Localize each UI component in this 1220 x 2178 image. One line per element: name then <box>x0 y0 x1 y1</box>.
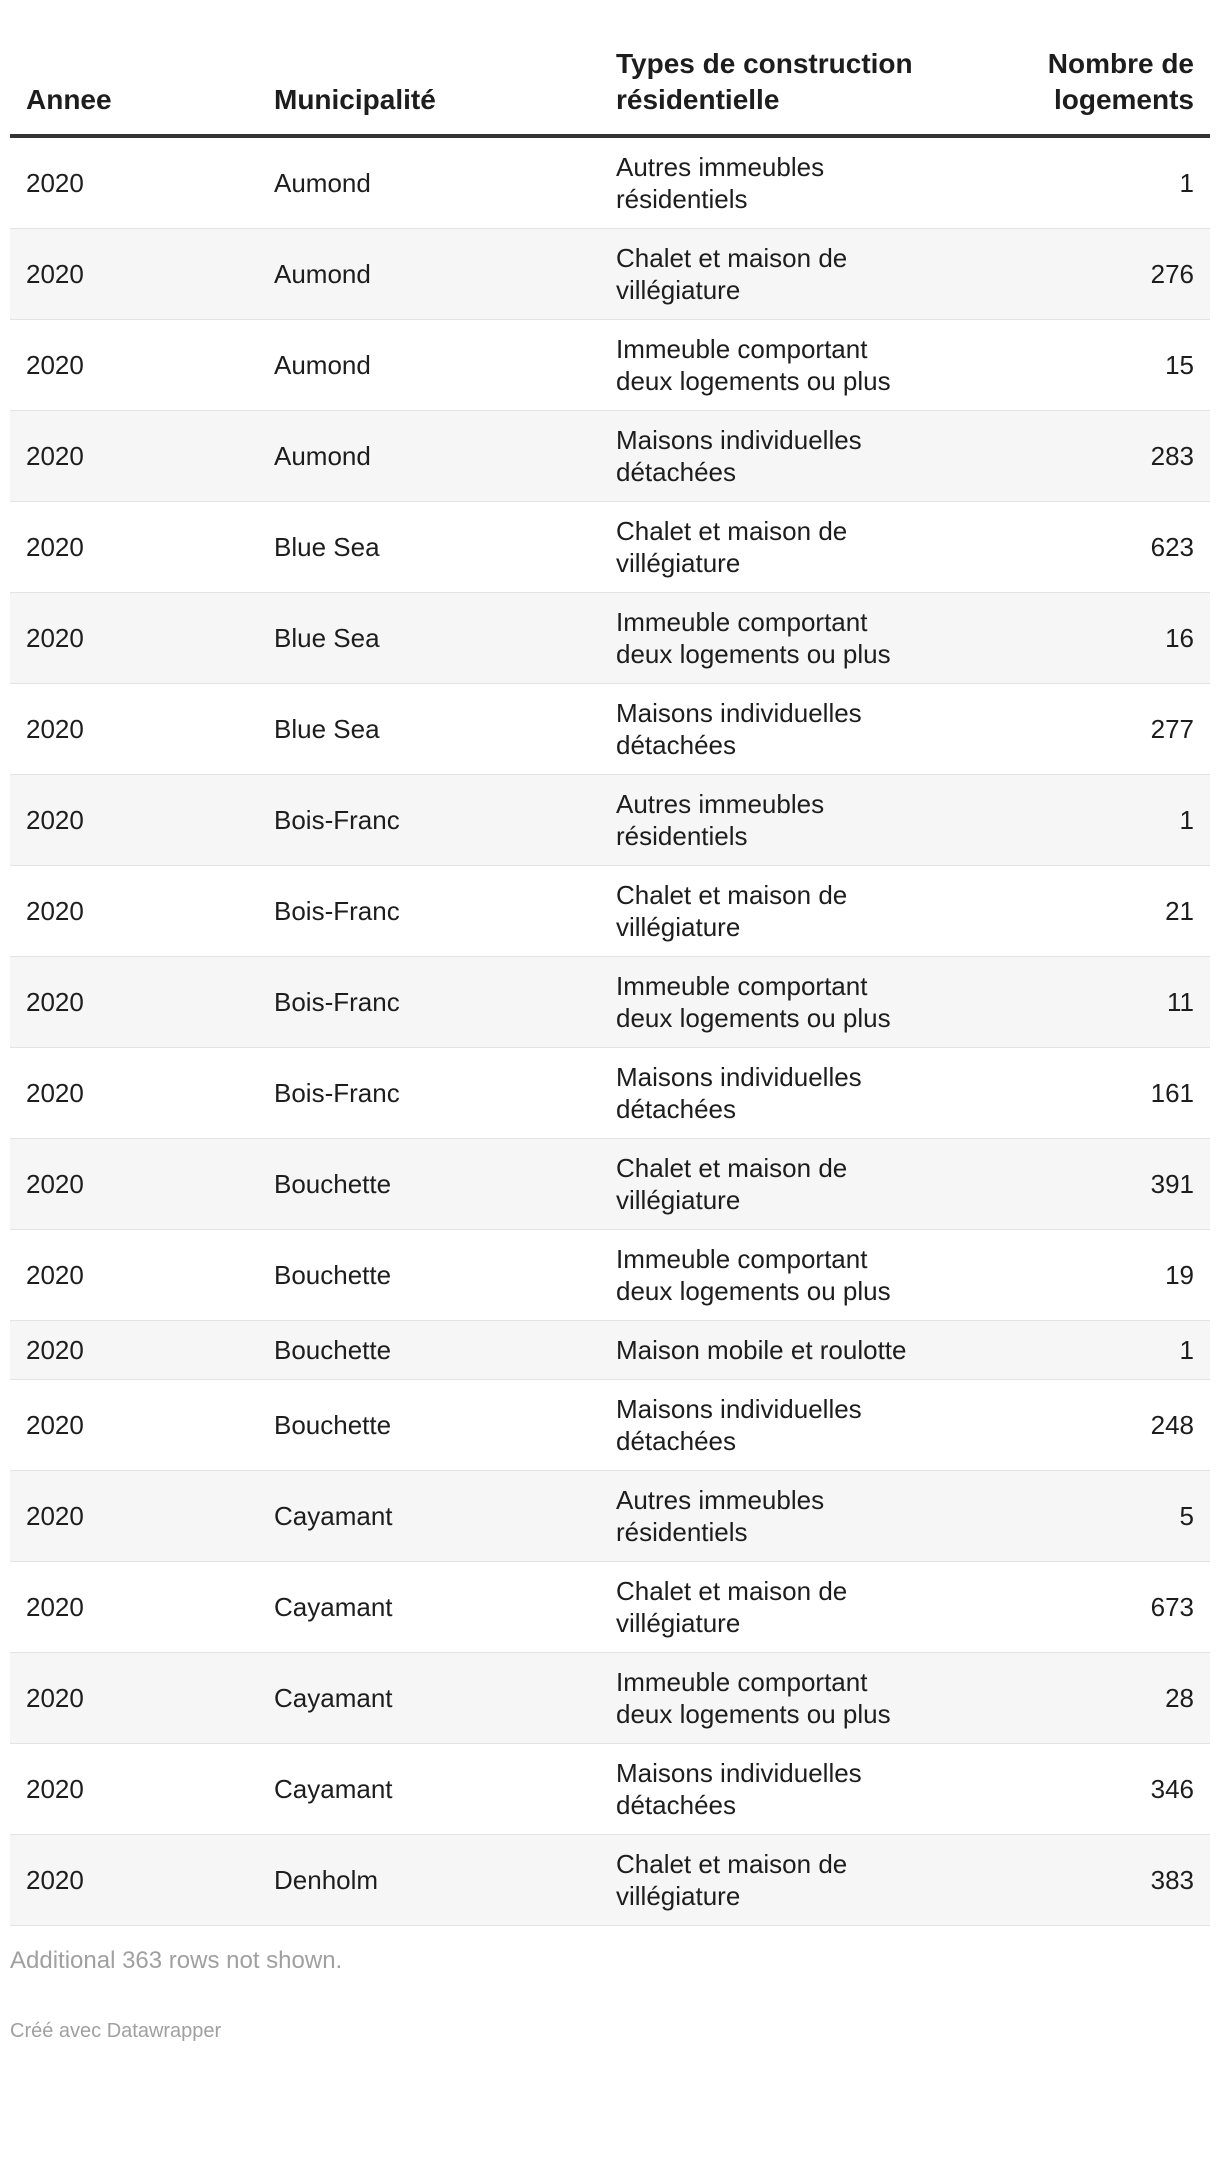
cell-annee: 2020 <box>10 1562 258 1653</box>
cell-type-construction: Chalet et maison de villégiature <box>600 1139 948 1230</box>
cell-municipalite: Aumond <box>258 411 600 502</box>
header-row <box>10 0 1210 136</box>
cell-type-construction: Chalet et maison de villégiature <box>600 866 948 957</box>
table-row <box>10 593 1210 684</box>
cell-municipalite: Cayamant <box>258 1562 600 1653</box>
cell-annee: 2020 <box>10 593 258 684</box>
table-row <box>10 775 1210 866</box>
cell-nombre-logements: 19 <box>948 1230 1210 1321</box>
table-row <box>10 136 1210 229</box>
cell-municipalite: Bois-Franc <box>258 775 600 866</box>
cell-annee: 2020 <box>10 136 258 229</box>
cell-annee: 2020 <box>10 775 258 866</box>
cell-municipalite: Blue Sea <box>258 502 600 593</box>
cell-annee: 2020 <box>10 320 258 411</box>
cell-municipalite: Aumond <box>258 136 600 229</box>
cell-annee: 2020 <box>10 1744 258 1835</box>
cell-type-construction: Chalet et maison de villégiature <box>600 229 948 320</box>
cell-type-construction: Immeuble comportant deux logements ou plus <box>600 593 948 684</box>
table-row <box>10 1744 1210 1835</box>
cell-annee: 2020 <box>10 411 258 502</box>
cell-annee: 2020 <box>10 957 258 1048</box>
table-row <box>10 866 1210 957</box>
cell-nombre-logements: 673 <box>948 1562 1210 1653</box>
cell-annee: 2020 <box>10 1321 258 1380</box>
cell-annee: 2020 <box>10 866 258 957</box>
table-row <box>10 1139 1210 1230</box>
cell-annee: 2020 <box>10 1139 258 1230</box>
cell-municipalite: Denholm <box>258 1835 600 1926</box>
cell-nombre-logements: 248 <box>948 1380 1210 1471</box>
cell-type-construction: Maisons individuelles détachées <box>600 684 948 775</box>
cell-type-construction: Immeuble comportant deux logements ou plus <box>600 1653 948 1744</box>
cell-nombre-logements: 161 <box>948 1048 1210 1139</box>
cell-municipalite: Blue Sea <box>258 593 600 684</box>
cell-type-construction: Maisons individuelles détachées <box>600 411 948 502</box>
table-row <box>10 1048 1210 1139</box>
cell-type-construction: Maisons individuelles détachées <box>600 1380 948 1471</box>
cell-nombre-logements: 15 <box>948 320 1210 411</box>
cell-nombre-logements: 276 <box>948 229 1210 320</box>
cell-nombre-logements: 346 <box>948 1744 1210 1835</box>
cell-municipalite: Bouchette <box>258 1380 600 1471</box>
table-row <box>10 1230 1210 1321</box>
table-body <box>10 136 1210 1926</box>
table-row <box>10 1471 1210 1562</box>
cell-nombre-logements: 383 <box>948 1835 1210 1926</box>
cell-nombre-logements: 16 <box>948 593 1210 684</box>
table-row <box>10 1835 1210 1926</box>
cell-annee: 2020 <box>10 502 258 593</box>
table-row <box>10 1380 1210 1471</box>
cell-annee: 2020 <box>10 1230 258 1321</box>
table-row <box>10 1562 1210 1653</box>
data-table <box>10 0 1210 1926</box>
cell-nombre-logements: 1 <box>948 1321 1210 1380</box>
cell-type-construction: Autres immeubles résidentiels <box>600 775 948 866</box>
table-row <box>10 229 1210 320</box>
cell-nombre-logements: 5 <box>948 1471 1210 1562</box>
cell-type-construction: Maison mobile et roulotte <box>600 1321 948 1380</box>
cell-municipalite: Bois-Franc <box>258 957 600 1048</box>
cell-municipalite: Cayamant <box>258 1653 600 1744</box>
cell-annee: 2020 <box>10 1471 258 1562</box>
table-header <box>10 0 1210 136</box>
cell-annee: 2020 <box>10 684 258 775</box>
cell-annee: 2020 <box>10 229 258 320</box>
cell-municipalite: Blue Sea <box>258 684 600 775</box>
header-annee[interactable]: Annee <box>10 0 258 136</box>
table-row <box>10 1321 1210 1380</box>
table-row <box>10 320 1210 411</box>
cell-nombre-logements: 21 <box>948 866 1210 957</box>
cell-municipalite: Bois-Franc <box>258 1048 600 1139</box>
cell-type-construction: Autres immeubles résidentiels <box>600 1471 948 1562</box>
cell-annee: 2020 <box>10 1380 258 1471</box>
cell-type-construction: Immeuble comportant deux logements ou plus <box>600 1230 948 1321</box>
cell-municipalite: Cayamant <box>258 1471 600 1562</box>
cell-municipalite: Bouchette <box>258 1139 600 1230</box>
cell-municipalite: Aumond <box>258 320 600 411</box>
cell-type-construction: Immeuble comportant deux logements ou plus <box>600 320 948 411</box>
cell-type-construction: Immeuble comportant deux logements ou plus <box>600 957 948 1048</box>
cell-nombre-logements: 283 <box>948 411 1210 502</box>
table-row <box>10 1653 1210 1744</box>
cell-type-construction: Maisons individuelles détachées <box>600 1048 948 1139</box>
cell-municipalite: Cayamant <box>258 1744 600 1835</box>
cell-type-construction: Chalet et maison de villégiature <box>600 1562 948 1653</box>
cell-municipalite: Aumond <box>258 229 600 320</box>
cell-nombre-logements: 623 <box>948 502 1210 593</box>
cell-municipalite: Bouchette <box>258 1230 600 1321</box>
datawrapper-credit: Créé avec Datawrapper <box>10 2020 222 2042</box>
rows-not-shown-note: Additional 363 rows not shown. <box>10 1947 343 1974</box>
table-row <box>10 502 1210 593</box>
cell-nombre-logements: 11 <box>948 957 1210 1048</box>
header-types-construction[interactable]: Types de construction résidentielle <box>600 0 948 136</box>
table-row <box>10 957 1210 1048</box>
cell-type-construction: Chalet et maison de villégiature <box>600 1835 948 1926</box>
header-nombre-logements[interactable]: Nombre de logements <box>948 0 1210 136</box>
header-municipalite[interactable]: Municipalité <box>258 0 600 136</box>
cell-nombre-logements: 391 <box>948 1139 1210 1230</box>
cell-nombre-logements: 1 <box>948 136 1210 229</box>
cell-type-construction: Maisons individuelles détachées <box>600 1744 948 1835</box>
cell-nombre-logements: 28 <box>948 1653 1210 1744</box>
cell-municipalite: Bouchette <box>258 1321 600 1380</box>
cell-municipalite: Bois-Franc <box>258 866 600 957</box>
cell-annee: 2020 <box>10 1048 258 1139</box>
cell-nombre-logements: 277 <box>948 684 1210 775</box>
cell-nombre-logements: 1 <box>948 775 1210 866</box>
datawrapper-table-container <box>10 0 1210 2044</box>
table-row <box>10 411 1210 502</box>
cell-type-construction: Chalet et maison de villégiature <box>600 502 948 593</box>
table-row <box>10 684 1210 775</box>
cell-annee: 2020 <box>10 1653 258 1744</box>
cell-annee: 2020 <box>10 1835 258 1926</box>
cell-type-construction: Autres immeubles résidentiels <box>600 136 948 229</box>
